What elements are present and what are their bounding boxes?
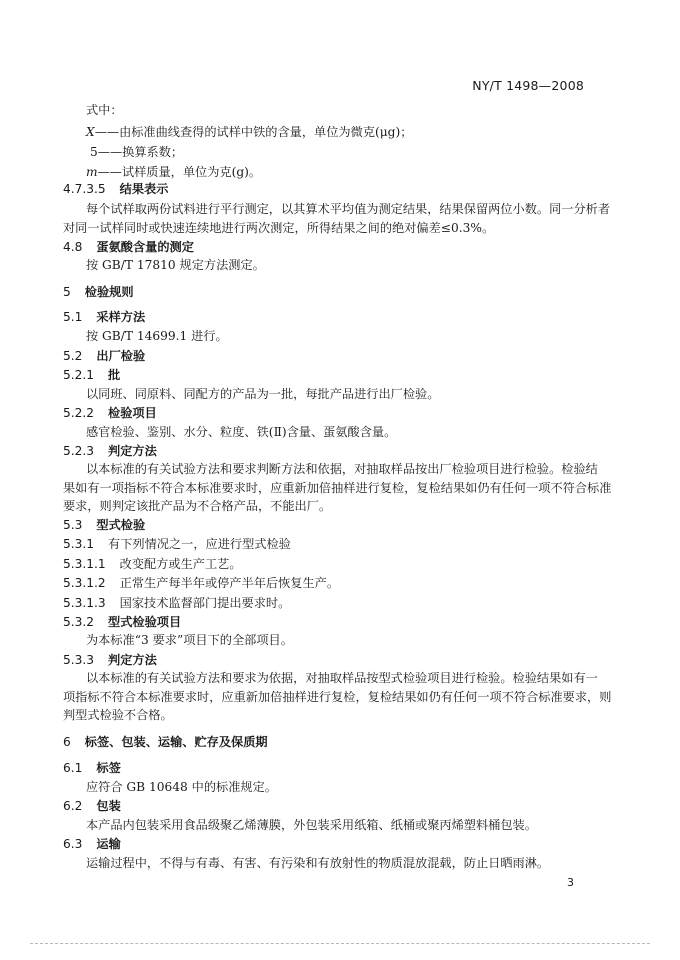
section-number: 5.2.2 <box>63 406 95 420</box>
section-number: 5.3.3 <box>63 653 95 667</box>
section-5-3-heading <box>63 516 145 534</box>
paragraph-line: 按 GB/T 14699.1 进行。 <box>86 329 228 343</box>
paragraph-line: 本产品内包装采用食品级聚乙烯薄膜，外包装采用纸箱、纸桶或聚丙烯塑料桶包装。 <box>86 818 537 832</box>
paragraph-line: 以本标准的有关试验方法和要求为依据，对抽取样品按型式检验项目进行检验。检验结果如有一 <box>86 671 598 685</box>
chapter-number: 5 <box>63 285 71 299</box>
paragraph-line: 按 GB/T 17810 规定方法测定。 <box>86 258 265 272</box>
section-5-1-heading <box>63 308 145 326</box>
formula-var-m <box>86 163 261 181</box>
formula-var-x <box>86 123 412 141</box>
page-number: 3 <box>567 876 574 889</box>
var-m-symbol: m <box>86 165 98 179</box>
section-number: 5.3.1 <box>63 537 95 551</box>
paragraph-line: 果如有一项指标不符合本标准要求时，应重新加倍抽样进行复检，复检结果如仍有任何一项不符合标准 <box>63 481 612 495</box>
section-text: 正常生产每半年或停产半年后恢复生产。 <box>119 576 340 590</box>
section-title: 结果表示 <box>119 182 169 196</box>
section-number: 5.2 <box>63 349 83 363</box>
section-number: 6.1 <box>63 761 83 775</box>
section-number: 4.8 <box>63 240 83 254</box>
section-number: 5.2.1 <box>63 368 95 382</box>
section-5-3-1-3 <box>63 594 290 612</box>
section-4-7-3-5-heading <box>63 180 168 198</box>
chapter-title: 检验规则 <box>84 285 134 299</box>
paragraph-line: 以同班、同原料、同配方的产品为一批，每批产品进行出厂检验。 <box>86 387 440 401</box>
section-5-3-1-1 <box>63 555 242 573</box>
var-5-symbol: 5 <box>90 145 98 159</box>
section-title: 采样方法 <box>96 310 146 324</box>
paragraph-line: 以本标准的有关试验方法和要求判断方法和依据，对抽取样品按出厂检验项目进行检验。检验结 <box>86 462 598 476</box>
section-title: 蛋氨酸含量的测定 <box>96 240 194 254</box>
standard-code-header: NY/T 1498—2008 <box>472 78 584 93</box>
var-x-desc: ——由标准曲线查得的试样中铁的含量，单位为微克(μg)； <box>94 125 413 139</box>
section-title: 检验项目 <box>108 406 157 420</box>
section-number: 5.3.2 <box>63 615 95 629</box>
section-number: 5.2.3 <box>63 444 95 458</box>
var-5-desc: ——换算系数； <box>97 145 184 159</box>
section-number: 5.3.1.1 <box>63 557 106 571</box>
formula-intro: 式中： <box>86 103 123 117</box>
formula-var-5 <box>90 143 183 161</box>
paragraph-line: 对同一试样同时或快速连续地进行两次测定，所得结果之间的绝对偏差≤0.3%。 <box>63 221 495 235</box>
section-text: 改变配方或生产工艺。 <box>119 557 242 571</box>
section-number: 5.1 <box>63 310 83 324</box>
section-number: 5.3.1.2 <box>63 576 106 590</box>
section-title: 判定方法 <box>108 653 157 667</box>
section-title: 批 <box>108 368 121 382</box>
section-5-3-2-heading <box>63 613 181 631</box>
section-number: 5.3 <box>63 518 83 532</box>
section-5-2-heading <box>63 347 145 365</box>
var-m-desc: ——试样质量，单位为克(g)。 <box>97 165 262 179</box>
section-5-2-1-heading <box>63 366 120 384</box>
section-title: 运输 <box>96 837 121 851</box>
paragraph-line: 每个试样取两份试料进行平行测定，以其算术平均值为测定结果，结果保留两位小数。同一分析者 <box>86 202 611 216</box>
section-5-3-1 <box>63 535 291 553</box>
section-6-1-heading <box>63 759 121 777</box>
section-6-2-heading <box>63 797 121 815</box>
section-title: 型式检验项目 <box>108 615 182 629</box>
chapter-6-heading <box>63 733 268 751</box>
section-title: 判定方法 <box>108 444 157 458</box>
scan-edge-divider <box>30 943 650 944</box>
paragraph-line: 感官检验、鉴别、水分、粒度、铁(Ⅱ)含量、蛋氨酸含量。 <box>86 425 397 439</box>
section-5-2-2-heading <box>63 404 157 422</box>
section-number: 6.3 <box>63 837 83 851</box>
section-title: 型式检验 <box>96 518 146 532</box>
section-4-8-heading <box>63 238 194 256</box>
section-number: 5.3.1.3 <box>63 596 106 610</box>
chapter-5-heading <box>63 283 134 301</box>
section-6-3-heading <box>63 835 121 853</box>
paragraph-line: 应符合 GB 10648 中的标准规定。 <box>86 780 277 794</box>
section-text: 国家技术监督部门提出要求时。 <box>119 596 291 610</box>
section-5-2-3-heading <box>63 442 157 460</box>
section-title: 标签 <box>96 761 121 775</box>
paragraph-line: 项指标不符合本标准要求时，应重新加倍抽样进行复检，复检结果如仍有任何一项不符合标准要求，则 <box>63 690 612 704</box>
section-number: 6.2 <box>63 799 83 813</box>
section-5-3-1-2 <box>63 574 339 592</box>
section-title: 包装 <box>96 799 121 813</box>
chapter-title: 标签、包装、运输、贮存及保质期 <box>84 735 268 749</box>
var-x-symbol: X <box>86 125 95 139</box>
section-title: 出厂检验 <box>96 349 146 363</box>
chapter-number: 6 <box>63 735 71 749</box>
paragraph-line: 要求，则判定该批产品为不合格产品，不能出厂。 <box>63 499 332 513</box>
section-number: 4.7.3.5 <box>63 182 106 196</box>
section-5-3-3-heading <box>63 651 157 669</box>
paragraph-line: 判型式检验不合格。 <box>63 708 173 722</box>
paragraph-line: 为本标准“3 要求”项目下的全部项目。 <box>86 633 293 647</box>
paragraph-line: 运输过程中，不得与有毒、有害、有污染和有放射性的物质混放混载，防止日晒雨淋。 <box>86 856 550 870</box>
section-text: 有下列情况之一，应进行型式检验 <box>108 537 291 551</box>
